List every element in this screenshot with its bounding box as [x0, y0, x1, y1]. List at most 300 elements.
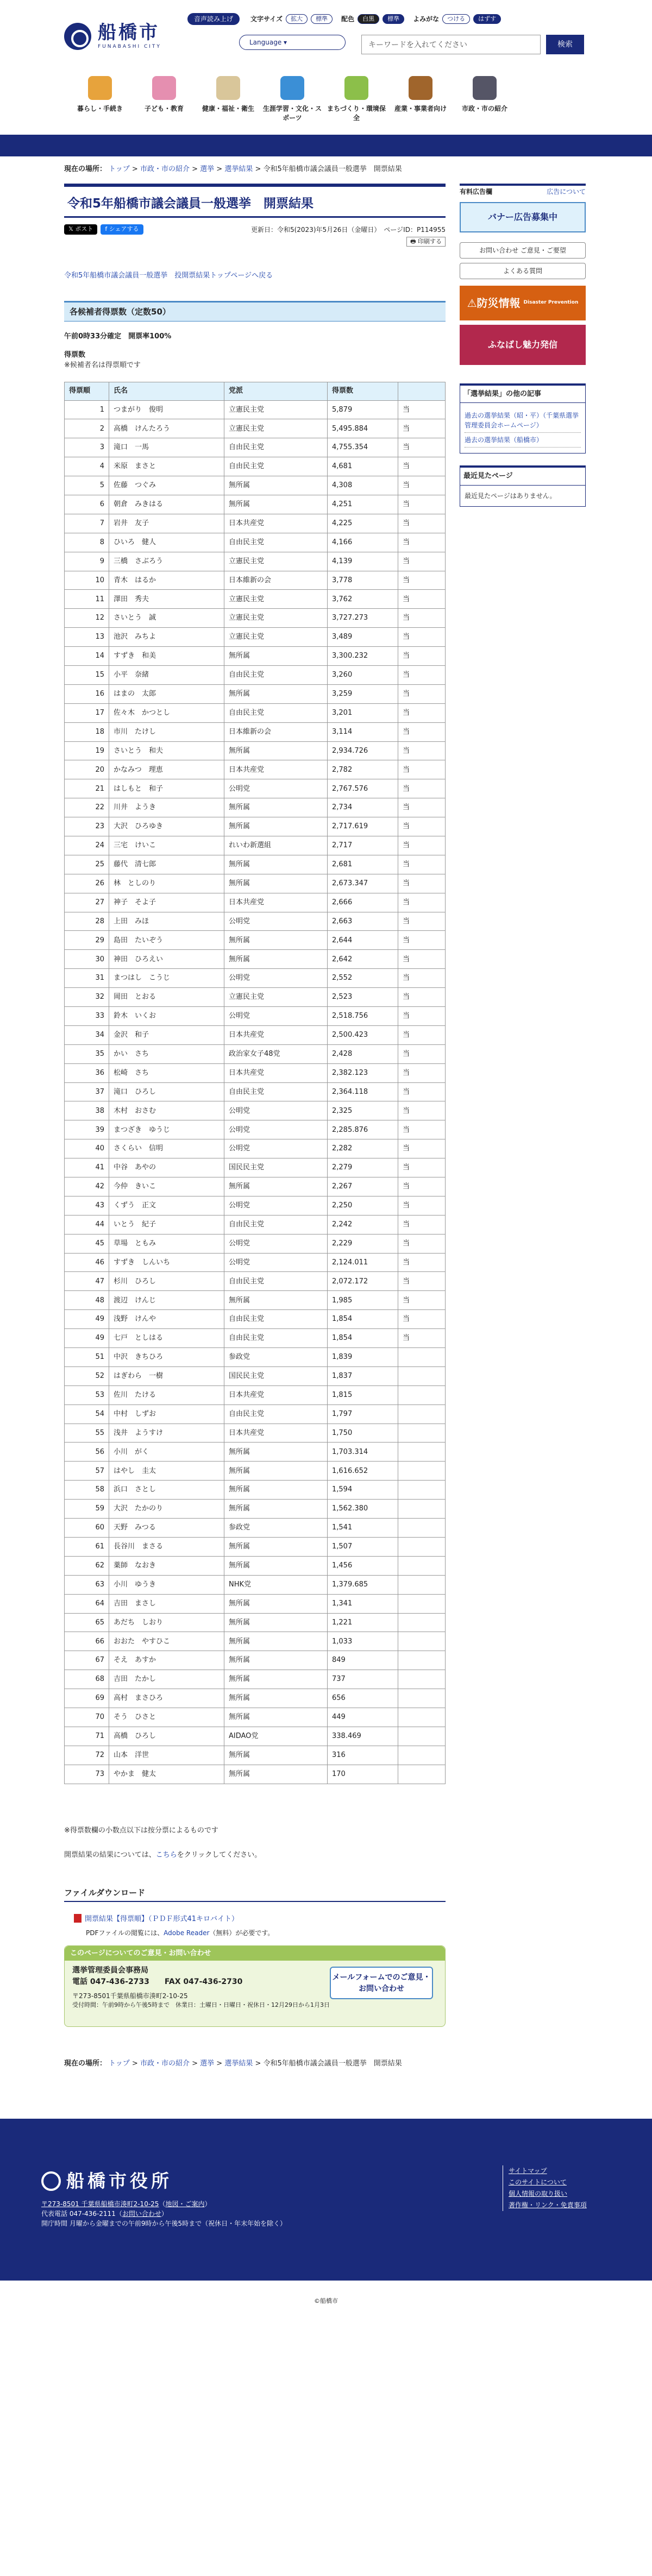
cell-elected: 当	[398, 571, 446, 590]
footer-about[interactable]: このサイトについて	[509, 2178, 567, 2187]
x-post-button[interactable]: 𝕏 ポスト	[64, 224, 97, 235]
cell-elected: 当	[398, 1272, 446, 1291]
facebook-share-button[interactable]: f シェアする	[101, 224, 143, 235]
footer-sitemap[interactable]: サイトマップ	[509, 2167, 547, 2175]
col-rank: 得票順	[65, 382, 109, 400]
cell-votes: 2,124.011	[328, 1253, 398, 1272]
cell-name: おおた やすひこ	[109, 1632, 224, 1651]
recent-text: 最近見たページはありません。	[460, 486, 586, 507]
table-row	[65, 1708, 446, 1727]
cell-elected: 当	[398, 722, 446, 741]
table-row	[65, 1158, 446, 1177]
nav-label: 子ども・教育	[144, 105, 184, 112]
table-row	[65, 1613, 446, 1632]
cell-votes: 2,523	[328, 988, 398, 1007]
faq-button[interactable]: よくある質問	[460, 263, 586, 279]
cell-rank: 8	[65, 533, 109, 552]
cell-party: 日本共産党	[224, 514, 328, 533]
cell-elected: 当	[398, 609, 446, 628]
table-row	[65, 1670, 446, 1689]
cell-votes: 656	[328, 1689, 398, 1708]
cell-votes: 2,734	[328, 798, 398, 817]
cell-votes: 2,500.423	[328, 1025, 398, 1044]
pdf-link[interactable]: 開票結果【得票順】（ＰＤＦ形式41キロバイト）	[85, 1915, 239, 1924]
breadcrumb-election[interactable]: 選挙	[200, 165, 215, 173]
cell-votes: 737	[328, 1670, 398, 1689]
cell-rank: 68	[65, 1670, 109, 1689]
cell-votes: 2,663	[328, 912, 398, 931]
breadcrumb-bottom-results[interactable]: 選挙結果	[224, 2059, 253, 2068]
cell-elected: 当	[398, 1177, 446, 1196]
logo-text: 船橋市	[98, 22, 160, 43]
cell-votes: 2,673.347	[328, 874, 398, 893]
cell-name: 高橋 ひろし	[109, 1727, 224, 1746]
cell-party: 政治家女子48党	[224, 1044, 328, 1063]
cell-votes: 1,507	[328, 1537, 398, 1556]
search-button[interactable]: 検索	[546, 35, 584, 54]
cell-rank: 28	[65, 912, 109, 931]
cell-party: 無所属	[224, 1708, 328, 1727]
page-title: 令和5年船橋市議会議員一般選挙 開票結果	[64, 184, 446, 218]
contact-tel: 電話 047-436-2733 FAX 047-436-2730	[72, 1977, 243, 1987]
cell-name: 川井 ようき	[109, 798, 224, 817]
cell-name: はまの 太郎	[109, 684, 224, 703]
cell-elected: 当	[398, 1044, 446, 1063]
cell-rank: 48	[65, 1291, 109, 1310]
cell-rank: 41	[65, 1158, 109, 1177]
color-standard-button[interactable]: 標準	[383, 14, 404, 24]
table-row	[65, 893, 446, 912]
cell-elected	[398, 1651, 446, 1670]
cell-votes: 2,229	[328, 1234, 398, 1253]
cell-elected: 当	[398, 779, 446, 798]
cell-party: 自由民主党	[224, 1329, 328, 1348]
cell-elected	[398, 1613, 446, 1632]
cell-party: 日本共産党	[224, 1063, 328, 1082]
cell-votes: 4,166	[328, 533, 398, 552]
cell-elected: 当	[398, 628, 446, 647]
table-row	[65, 1575, 446, 1594]
cell-elected	[398, 1500, 446, 1519]
back-to-top-link[interactable]: 令和5年船橋市議会議員一般選挙 投開票結果トップページへ戻る	[64, 272, 273, 280]
cell-name: 浅野 けんや	[109, 1310, 224, 1329]
footer-contact-link[interactable]: お問い合わせ	[122, 2210, 161, 2218]
reading-on-button[interactable]: つける	[442, 14, 470, 24]
cell-party: 無所属	[224, 741, 328, 760]
table-row	[65, 628, 446, 647]
col-name: 氏名	[109, 382, 224, 400]
font-standard-button[interactable]: 標準	[311, 14, 333, 24]
cell-elected: 当	[398, 1101, 446, 1120]
cell-party: 無所属	[224, 931, 328, 950]
cell-name: 木村 おさむ	[109, 1101, 224, 1120]
breadcrumb-bottom-current: 令和5年船橋市議会議員一般選挙 開票結果	[263, 2059, 402, 2068]
cell-elected	[398, 1575, 446, 1594]
breadcrumb-results[interactable]: 選挙結果	[224, 165, 253, 173]
language-select[interactable]: Language ▾	[239, 35, 346, 50]
table-row	[65, 874, 446, 893]
cell-party: 無所属	[224, 1462, 328, 1481]
cell-name: そえ あすか	[109, 1651, 224, 1670]
contact-box	[64, 1945, 446, 2027]
cell-party: 自由民主党	[224, 1215, 328, 1234]
cell-elected: 当	[398, 400, 446, 419]
nav-item-2[interactable]	[132, 68, 196, 135]
cell-party: 無所属	[224, 1746, 328, 1765]
cell-party: 無所属	[224, 476, 328, 495]
cell-name: すずき しんいち	[109, 1253, 224, 1272]
nav-icon	[344, 76, 368, 100]
disaster-sub: Disaster Prevention	[523, 299, 579, 305]
cell-party: 無所属	[224, 1556, 328, 1575]
cell-elected: 当	[398, 874, 446, 893]
cell-name: 草場 ともみ	[109, 1234, 224, 1253]
voice-read-button[interactable]: 音声読み上げ	[187, 13, 240, 25]
cell-party: 無所属	[224, 1613, 328, 1632]
breadcrumb-current: 令和5年船橋市議会議員一般選挙 開票結果	[263, 165, 402, 173]
cell-party: 参政党	[224, 1519, 328, 1538]
cell-rank: 44	[65, 1215, 109, 1234]
nav-item-6[interactable]	[388, 68, 453, 135]
inquiry-button[interactable]: お問い合わせ ご意見・ご要望	[460, 242, 586, 259]
nav-label: 産業・事業者向け	[394, 105, 447, 112]
cell-votes: 1,750	[328, 1424, 398, 1443]
cell-votes: 1,541	[328, 1519, 398, 1538]
footer-map-link[interactable]: 地図・ご案内	[165, 2200, 205, 2208]
cell-party: 無所属	[224, 1481, 328, 1500]
cell-elected: 当	[398, 1196, 446, 1215]
ad-label: 有料広告欄	[460, 187, 493, 196]
table-row	[65, 722, 446, 741]
table-row	[65, 590, 446, 609]
adobe-reader-link[interactable]: Adobe Reader	[164, 1929, 210, 1937]
table-row	[65, 1404, 446, 1424]
nav-item-4[interactable]	[260, 68, 324, 135]
cell-rank: 34	[65, 1025, 109, 1044]
cell-name: かなみつ 理恵	[109, 760, 224, 779]
note-results-tail: をクリックしてください。	[177, 1851, 262, 1860]
nav-icon	[152, 76, 176, 100]
other-articles-title: 「選挙結果」の他の記事	[460, 383, 586, 404]
cell-rank: 5	[65, 476, 109, 495]
cell-elected: 当	[398, 931, 446, 950]
accessibility-tools	[187, 13, 501, 25]
cell-rank: 30	[65, 950, 109, 969]
cell-party: 日本共産党	[224, 893, 328, 912]
cell-name: 今仲 きいこ	[109, 1177, 224, 1196]
cell-party: 公明党	[224, 1101, 328, 1120]
vote-note: ※候補者名は得票順です	[64, 361, 141, 369]
cell-party: 無所属	[224, 495, 328, 514]
nav-item-3[interactable]	[196, 68, 260, 135]
cell-rank: 69	[65, 1689, 109, 1708]
table-row	[65, 1291, 446, 1310]
cell-name: 小川 がく	[109, 1443, 224, 1462]
cell-rank: 12	[65, 609, 109, 628]
table-row	[65, 988, 446, 1007]
footer-emblem-icon	[41, 2171, 61, 2191]
cell-name: 朝倉 みきはる	[109, 495, 224, 514]
cell-party: 公明党	[224, 1234, 328, 1253]
note-results	[64, 1850, 446, 1861]
pdf-icon	[74, 1914, 82, 1923]
cell-votes: 1,379.685	[328, 1575, 398, 1594]
cell-name: 三橋 さぶろう	[109, 552, 224, 571]
site-header	[0, 0, 652, 68]
cell-party: 公明党	[224, 912, 328, 931]
cell-party: 無所属	[224, 1670, 328, 1689]
cell-rank: 31	[65, 969, 109, 988]
table-row	[65, 703, 446, 722]
table-row	[65, 741, 446, 760]
cell-rank: 55	[65, 1424, 109, 1443]
cell-rank: 63	[65, 1575, 109, 1594]
cell-elected	[398, 1443, 446, 1462]
nav-icon	[280, 76, 304, 100]
table-row	[65, 1651, 446, 1670]
cell-elected: 当	[398, 741, 446, 760]
print-button[interactable]: 🖶 印刷する	[406, 237, 446, 247]
cell-party: 自由民主党	[224, 438, 328, 457]
table-row	[65, 969, 446, 988]
cell-votes: 2,250	[328, 1196, 398, 1215]
results-table	[64, 382, 446, 1784]
table-row	[65, 647, 446, 666]
cell-name: さくらい 信明	[109, 1139, 224, 1158]
cell-elected	[398, 1556, 446, 1575]
cell-rank: 70	[65, 1708, 109, 1727]
breadcrumb-city[interactable]: 市政・市の紹介	[140, 165, 190, 173]
table-row	[65, 1234, 446, 1253]
site-logo[interactable]	[64, 22, 161, 51]
cell-votes: 2,428	[328, 1044, 398, 1063]
nav-item-5[interactable]	[324, 68, 388, 135]
copyright: ©船橋市	[314, 2297, 338, 2305]
cell-rank: 67	[65, 1651, 109, 1670]
cell-elected: 当	[398, 1139, 446, 1158]
cell-elected	[398, 1632, 446, 1651]
breadcrumb-bottom-election[interactable]: 選挙	[200, 2059, 215, 2068]
cell-party: 無所属	[224, 798, 328, 817]
font-enlarge-button[interactable]: 拡大	[286, 14, 308, 24]
cell-elected: 当	[398, 1253, 446, 1272]
cell-rank: 9	[65, 552, 109, 571]
color-bw-button[interactable]: 白黒	[358, 14, 379, 24]
table-row	[65, 1044, 446, 1063]
cell-votes: 1,854	[328, 1310, 398, 1329]
cell-name: 小平 奈緒	[109, 665, 224, 684]
cell-name: まつざき ゆうじ	[109, 1120, 224, 1139]
cell-rank: 1	[65, 400, 109, 419]
cell-rank: 71	[65, 1727, 109, 1746]
footer-privacy[interactable]: 個人情報の取り扱い	[509, 2190, 568, 2198]
table-row	[65, 571, 446, 590]
cell-party: 公明党	[224, 1139, 328, 1158]
cell-party: 公明党	[224, 1120, 328, 1139]
table-row	[65, 1556, 446, 1575]
cell-elected: 当	[398, 988, 446, 1007]
table-row	[65, 1689, 446, 1708]
cell-name: 米原 まさと	[109, 457, 224, 476]
cell-elected: 当	[398, 760, 446, 779]
cell-votes: 2,242	[328, 1215, 398, 1234]
cell-elected: 当	[398, 1234, 446, 1253]
color-label: 配色	[341, 15, 355, 23]
cell-rank: 21	[65, 779, 109, 798]
cell-name: さいとう 誠	[109, 609, 224, 628]
cell-name: つまがり 俊明	[109, 400, 224, 419]
cell-name: 吉田 まさし	[109, 1594, 224, 1613]
cell-rank: 60	[65, 1519, 109, 1538]
nav-item-7[interactable]	[453, 68, 517, 135]
cell-party: 公明党	[224, 969, 328, 988]
cell-rank: 51	[65, 1348, 109, 1367]
promo-banner[interactable]: ふなばし魅力発信	[460, 325, 586, 365]
cell-name: 鈴木 いくお	[109, 1007, 224, 1026]
cell-rank: 38	[65, 1101, 109, 1120]
ad-banner[interactable]: バナー広告募集中	[460, 202, 586, 232]
other-article-1[interactable]: 過去の選挙結果（昭・平）（千葉県選挙管理委員会ホームページ）	[465, 412, 579, 429]
cell-rank: 37	[65, 1082, 109, 1101]
search-input[interactable]: キーワードを入れてください	[361, 35, 541, 54]
footer-copyright-link[interactable]: 著作権・リンク・免責事項	[509, 2201, 587, 2209]
cell-votes: 4,251	[328, 495, 398, 514]
cell-votes: 4,139	[328, 552, 398, 571]
table-row	[65, 855, 446, 874]
cell-party: 立憲民主党	[224, 628, 328, 647]
reading-off-button[interactable]: はずす	[473, 14, 501, 24]
cell-rank: 18	[65, 722, 109, 741]
table-row	[65, 419, 446, 438]
table-row	[65, 552, 446, 571]
cell-votes: 1,456	[328, 1556, 398, 1575]
cell-votes: 338.469	[328, 1727, 398, 1746]
font-size-label: 文字サイズ	[250, 15, 283, 23]
cell-elected	[398, 1537, 446, 1556]
table-header-row	[65, 382, 446, 400]
table-row	[65, 1424, 446, 1443]
other-article-2[interactable]: 過去の選挙結果（船橋市）	[465, 436, 543, 444]
table-row	[65, 912, 446, 931]
cell-party: 無所属	[224, 950, 328, 969]
table-row	[65, 836, 446, 855]
pdf-note	[86, 1928, 446, 1938]
cell-elected: 当	[398, 912, 446, 931]
cell-votes: 2,782	[328, 760, 398, 779]
cell-rank: 66	[65, 1632, 109, 1651]
cell-name: 小川 ゆうき	[109, 1575, 224, 1594]
cell-name: はやし 圭太	[109, 1462, 224, 1481]
cell-name: 七戸 としはる	[109, 1329, 224, 1348]
cell-rank: 15	[65, 665, 109, 684]
cell-rank: 64	[65, 1594, 109, 1613]
contact-hours: 受付時間：午前9時から午後5時まで 休業日：土曜日・日曜日・祝休日・12月29日から1月3日	[72, 2001, 330, 2009]
cell-party: 無所属	[224, 1443, 328, 1462]
cell-name: すずき 和美	[109, 647, 224, 666]
cell-party: 立憲民主党	[224, 552, 328, 571]
cell-rank: 20	[65, 760, 109, 779]
cell-votes: 2,282	[328, 1139, 398, 1158]
table-row	[65, 684, 446, 703]
cell-name: 大沢 たかのり	[109, 1500, 224, 1519]
cell-name: 佐々木 かつとし	[109, 703, 224, 722]
cell-elected	[398, 1746, 446, 1765]
cell-elected: 当	[398, 893, 446, 912]
cell-name: 浅井 ようすけ	[109, 1424, 224, 1443]
contact-title: このページについてのご意見・お問い合わせ	[65, 1946, 445, 1961]
cell-rank: 72	[65, 1746, 109, 1765]
nav-icon	[88, 76, 112, 100]
cell-party: 自由民主党	[224, 1082, 328, 1101]
cell-votes: 3,259	[328, 684, 398, 703]
cell-rank: 17	[65, 703, 109, 722]
cell-party: 公明党	[224, 779, 328, 798]
note-results-link[interactable]: こちら	[155, 1851, 177, 1860]
cell-rank: 2	[65, 419, 109, 438]
cell-rank: 43	[65, 1196, 109, 1215]
table-row	[65, 1063, 446, 1082]
table-row	[65, 1727, 446, 1746]
cell-party: 日本共産党	[224, 1385, 328, 1404]
cell-votes: 1,854	[328, 1329, 398, 1348]
cell-rank: 29	[65, 931, 109, 950]
cell-rank: 42	[65, 1177, 109, 1196]
breadcrumb-top[interactable]: トップ	[109, 165, 130, 173]
cell-name: 高村 まさひろ	[109, 1689, 224, 1708]
table-row	[65, 1481, 446, 1500]
cell-party: 自由民主党	[224, 703, 328, 722]
cell-name: 渡辺 けんじ	[109, 1291, 224, 1310]
cell-name: はしもと 和子	[109, 779, 224, 798]
cell-party: 参政党	[224, 1348, 328, 1367]
cell-elected	[398, 1765, 446, 1784]
cell-name: 高橋 けんたろう	[109, 419, 224, 438]
col-party: 党派	[224, 382, 328, 400]
cell-votes: 5,495.884	[328, 419, 398, 438]
table-row	[65, 817, 446, 836]
mail-form-button[interactable]: メールフォームでのご意見・お問い合わせ	[330, 1967, 433, 1999]
cell-name: さいとう 和夫	[109, 741, 224, 760]
cell-votes: 2,364.118	[328, 1082, 398, 1101]
cell-party: 日本共産党	[224, 760, 328, 779]
cell-party: 公明党	[224, 1007, 328, 1026]
nav-item-1[interactable]	[68, 68, 132, 135]
cell-name: かい さち	[109, 1044, 224, 1063]
disaster-banner[interactable]: ⚠ 防災情報 Disaster Prevention	[460, 286, 586, 320]
cell-name: 天野 みつる	[109, 1519, 224, 1538]
cell-name: 藤代 清七郎	[109, 855, 224, 874]
cell-elected	[398, 1689, 446, 1708]
cell-rank: 24	[65, 836, 109, 855]
cell-name: 神田 ひろえい	[109, 950, 224, 969]
cell-votes: 2,267	[328, 1177, 398, 1196]
cell-party: 国民民主党	[224, 1366, 328, 1385]
cell-name: はぎわら 一樹	[109, 1366, 224, 1385]
sidebar	[460, 184, 586, 2027]
col-elected	[398, 382, 446, 400]
cell-votes: 849	[328, 1651, 398, 1670]
reading-label: よみがな	[413, 15, 440, 23]
cell-name: 上田 みほ	[109, 912, 224, 931]
cell-party: 自由民主党	[224, 1272, 328, 1291]
breadcrumb-bottom-top[interactable]: トップ	[109, 2059, 130, 2068]
breadcrumb-bottom-city[interactable]: 市政・市の紹介	[140, 2059, 190, 2068]
cell-name: ひいろ 健人	[109, 533, 224, 552]
footer-hours: 開庁時間 月曜から金曜までの午前9時から午後5時まで（祝休日・年末年始を除く）	[41, 2220, 287, 2228]
cell-elected	[398, 1366, 446, 1385]
cell-rank: 45	[65, 1234, 109, 1253]
ad-about-link[interactable]: 広告について	[547, 187, 586, 196]
